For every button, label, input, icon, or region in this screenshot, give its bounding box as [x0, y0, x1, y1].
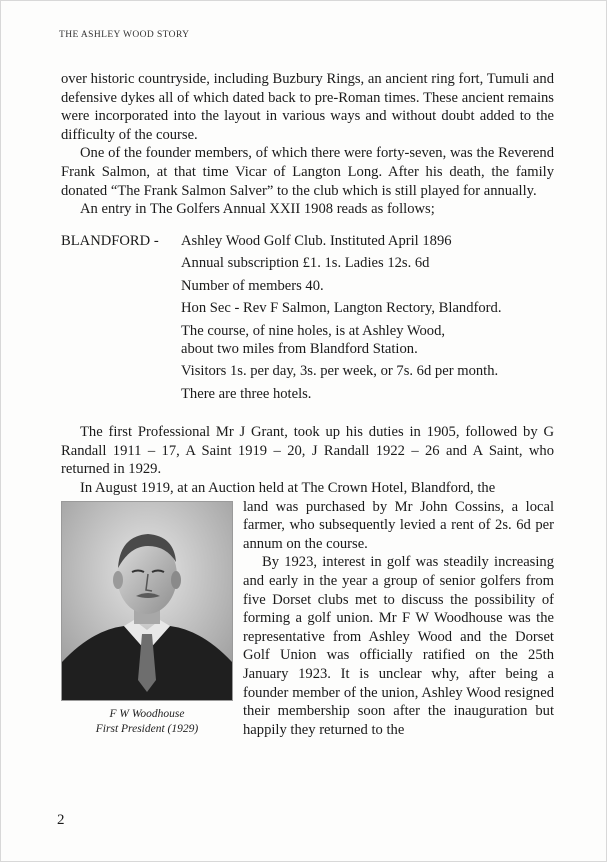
figure-wrap — [61, 498, 554, 740]
portrait-caption — [61, 707, 233, 737]
caption-title: First President (1929) — [95, 722, 199, 735]
entry-line: The course, of nine holes, is at Ashley Wood, — [181, 322, 446, 339]
paragraph-3: An entry in The Golfers Annual XXII 1908 reads as follows; — [80, 201, 435, 218]
paragraph-5-continued: land was purchased by Mr John Cossins, a local farmer, who subsequently levied a rent of 2s. 6d per annum on the course. — [243, 498, 554, 552]
entry-label: BLANDFORD - — [61, 232, 159, 249]
entry-lines — [181, 232, 554, 408]
portrait-figure — [61, 501, 233, 737]
entry-line: about two miles from Blandford Station. — [181, 340, 418, 357]
paragraph-1: over historic countryside, including Buzbury Rings, an ancient ring fort, Tumuli and defensive dykes all of which dated back to pre-Roman times. These ancient remains were incorporated into the layout in various ways and without doubt added to the difficulty of the course. — [61, 71, 554, 143]
portrait-illustration — [62, 502, 232, 700]
entry-line: Number of members 40. — [181, 277, 324, 294]
portrait-photo — [61, 501, 233, 701]
paragraph-2: One of the founder members, of which there were forty-seven, was the Reverend Frank Salmon, at that time Vicar of Langton Long. After his death, the family donated “The Frank Salmon Salver” to the club which is still played for annually. — [61, 145, 554, 199]
paragraph-6: By 1923, interest in golf was steadily increasing and early in the year a group of senior golfers from five Dorset clubs met to discuss the possibility of forming a golf union. Mr F W Woodhouse was the representative from Ashley Wood and the Dorset Golf Union was officially ratified on the 25th January 1923. It is unclear why, after being a founder member of the union, Ashley Wood resigned their membership soon after the inauguration but happily they returned to the — [243, 554, 554, 738]
entry-line: Visitors 1s. per day, 3s. per week, or 7s. 6d per month. — [181, 363, 499, 380]
entry-line: Ashley Wood Golf Club. Instituted April 1896 — [181, 232, 452, 249]
page-body — [61, 70, 554, 741]
entry-line: Annual subscription £1. 1s. Ladies 12s. 6d — [181, 255, 430, 272]
paragraph-5-intro: In August 1919, at an Auction held at The Crown Hotel, Blandford, the — [80, 480, 496, 497]
paragraph-4: The first Professional Mr J Grant, took up his duties in 1905, followed by G Randall 1911 – 17, A Saint 1919 – 20, J Randall 1922 – 26 and A Saint, who returned in 1929. — [61, 424, 554, 478]
annual-entry — [61, 232, 554, 408]
caption-name: F W Woodhouse — [109, 707, 185, 720]
entry-line: There are three hotels. — [181, 385, 312, 402]
running-header: THE ASHLEY WOOD STORY — [59, 30, 190, 40]
page-number: 2 — [57, 812, 65, 828]
entry-line: Hon Sec - Rev F Salmon, Langton Rectory, Blandford. — [181, 300, 502, 317]
